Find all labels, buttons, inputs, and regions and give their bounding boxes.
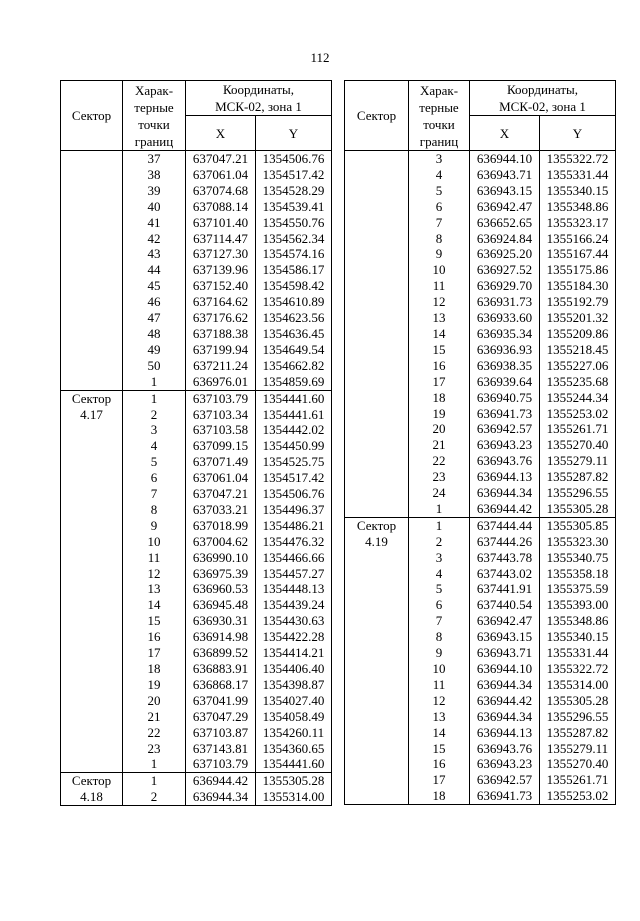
page-number: 112: [310, 50, 330, 65]
point-cell: 7: [123, 486, 186, 502]
x-cell: 636944.34: [470, 677, 540, 693]
y-cell: 1354406.40: [256, 661, 332, 677]
table-row: [345, 517, 616, 533]
sector-cell: [345, 151, 409, 518]
y-cell: 1355296.55: [540, 485, 616, 501]
header-coordinates-line: Координаты,: [223, 82, 294, 97]
point-cell: 23: [409, 469, 470, 485]
point-cell: 4: [409, 566, 470, 582]
sector-label-line: Сектор: [356, 517, 397, 533]
header-points-line: границ: [134, 133, 174, 149]
x-cell: 636942.47: [470, 613, 540, 629]
y-cell: 1354525.75: [256, 454, 332, 470]
y-cell: 1355340.15: [540, 183, 616, 199]
x-cell: 637188.38: [186, 326, 256, 342]
y-cell: 1355287.82: [540, 725, 616, 741]
sector-label-line: 4.19: [365, 533, 388, 549]
point-cell: 3: [123, 422, 186, 438]
y-cell: 1354649.54: [256, 342, 332, 358]
y-cell: 1355322.72: [540, 661, 616, 677]
x-cell: 637143.81: [186, 741, 256, 757]
y-cell: 1355227.06: [540, 358, 616, 374]
x-cell: 637047.21: [186, 486, 256, 502]
point-cell: 45: [123, 278, 186, 294]
x-cell: 636933.60: [470, 310, 540, 326]
y-cell: 1354027.40: [256, 693, 332, 709]
point-cell: 18: [123, 661, 186, 677]
point-cell: 48: [123, 326, 186, 342]
point-cell: 20: [123, 693, 186, 709]
x-cell: 636943.71: [470, 645, 540, 661]
point-cell: 23: [123, 741, 186, 757]
x-cell: 636944.13: [470, 469, 540, 485]
point-cell: 49: [123, 342, 186, 358]
y-cell: 1355348.86: [540, 199, 616, 215]
x-cell: 637099.15: [186, 438, 256, 454]
x-cell: 636914.98: [186, 629, 256, 645]
y-cell: 1355331.44: [540, 645, 616, 661]
y-cell: 1354441.60: [256, 756, 332, 772]
y-cell: 1354539.41: [256, 199, 332, 215]
x-cell: 636976.01: [186, 374, 256, 390]
point-cell: 14: [409, 326, 470, 342]
y-cell: 1354476.32: [256, 534, 332, 550]
table-body: [345, 151, 616, 805]
y-cell: 1354517.42: [256, 470, 332, 486]
point-cell: 24: [409, 485, 470, 501]
sector-label-line: Сектор: [71, 773, 112, 789]
point-cell: 19: [123, 677, 186, 693]
header-coordinates-line: МСК-02, зона 1: [215, 99, 302, 114]
sector-cell: [61, 151, 123, 391]
point-cell: 12: [123, 566, 186, 582]
point-cell: 1: [123, 756, 186, 772]
y-cell: 1354486.21: [256, 518, 332, 534]
point-cell: 11: [409, 677, 470, 693]
point-cell: 21: [409, 437, 470, 453]
x-cell: 637164.62: [186, 294, 256, 310]
point-cell: 5: [123, 454, 186, 470]
x-cell: 636942.57: [470, 421, 540, 437]
point-cell: 44: [123, 262, 186, 278]
x-cell: 637139.96: [186, 262, 256, 278]
x-cell: 636936.93: [470, 342, 540, 358]
y-cell: 1354598.42: [256, 278, 332, 294]
point-cell: 17: [409, 374, 470, 390]
table-row: [61, 151, 332, 167]
y-cell: 1354506.76: [256, 151, 332, 167]
table-body: [61, 151, 332, 806]
y-cell: 1355305.28: [540, 501, 616, 517]
x-cell: 636924.84: [470, 231, 540, 247]
point-cell: 1: [123, 390, 186, 406]
x-cell: 637018.99: [186, 518, 256, 534]
header-sector: Сектор: [345, 81, 409, 151]
x-cell: 636899.52: [186, 645, 256, 661]
x-cell: 636990.10: [186, 550, 256, 566]
x-cell: 637103.79: [186, 756, 256, 772]
point-cell: 42: [123, 231, 186, 247]
x-cell: 637114.47: [186, 231, 256, 247]
header-sector: Сектор: [61, 81, 123, 151]
header-y: Y: [256, 116, 332, 151]
y-cell: 1355323.30: [540, 534, 616, 550]
y-cell: 1355244.34: [540, 390, 616, 406]
x-cell: 636931.73: [470, 294, 540, 310]
point-cell: 9: [409, 645, 470, 661]
y-cell: 1354662.82: [256, 358, 332, 374]
sector-cell: [345, 517, 409, 804]
point-cell: 8: [409, 231, 470, 247]
y-cell: 1354058.49: [256, 709, 332, 725]
x-cell: 637041.99: [186, 693, 256, 709]
x-cell: 636943.76: [470, 453, 540, 469]
point-cell: 1: [123, 773, 186, 790]
x-cell: 637199.94: [186, 342, 256, 358]
x-cell: 636942.47: [470, 199, 540, 215]
sector-label-line: 4.18: [80, 789, 103, 805]
y-cell: 1354466.66: [256, 550, 332, 566]
point-cell: 8: [123, 502, 186, 518]
y-cell: 1355218.45: [540, 342, 616, 358]
y-cell: 1354859.69: [256, 374, 332, 390]
x-cell: 636943.15: [470, 183, 540, 199]
point-cell: 19: [409, 406, 470, 422]
point-cell: 20: [409, 421, 470, 437]
x-cell: 637443.78: [470, 550, 540, 566]
point-cell: 15: [409, 342, 470, 358]
coordinates-table-right: [344, 80, 616, 805]
x-cell: 636927.52: [470, 262, 540, 278]
point-cell: 22: [409, 453, 470, 469]
point-cell: 21: [123, 709, 186, 725]
point-cell: 2: [123, 407, 186, 423]
point-cell: 6: [409, 597, 470, 613]
header-points-line: Харак-: [134, 82, 174, 98]
header-coordinates: [470, 81, 616, 116]
point-cell: 22: [123, 725, 186, 741]
x-cell: 636943.23: [470, 437, 540, 453]
x-cell: 636944.34: [186, 789, 256, 806]
x-cell: 636944.34: [470, 485, 540, 501]
y-cell: 1354636.45: [256, 326, 332, 342]
point-cell: 16: [123, 629, 186, 645]
point-cell: 39: [123, 183, 186, 199]
y-cell: 1355209.86: [540, 326, 616, 342]
x-cell: 636943.23: [470, 756, 540, 772]
y-cell: 1354439.24: [256, 597, 332, 613]
point-cell: 37: [123, 151, 186, 167]
point-cell: 10: [123, 534, 186, 550]
point-cell: 16: [409, 756, 470, 772]
header-points: [123, 81, 186, 151]
point-cell: 14: [409, 725, 470, 741]
point-cell: 18: [409, 788, 470, 804]
y-cell: 1355322.72: [540, 151, 616, 167]
x-cell: 636945.48: [186, 597, 256, 613]
y-cell: 1354528.29: [256, 183, 332, 199]
y-cell: 1354450.99: [256, 438, 332, 454]
x-cell: 636941.73: [470, 406, 540, 422]
point-cell: 3: [409, 151, 470, 167]
x-cell: 637074.68: [186, 183, 256, 199]
header-x: X: [186, 116, 256, 151]
point-cell: 47: [123, 310, 186, 326]
point-cell: 2: [409, 534, 470, 550]
x-cell: 636944.42: [470, 693, 540, 709]
y-cell: 1355261.71: [540, 772, 616, 788]
header-points-line: точки: [138, 116, 170, 132]
x-cell: 637103.79: [186, 390, 256, 406]
y-cell: 1355253.02: [540, 406, 616, 422]
point-cell: 46: [123, 294, 186, 310]
sector-label-line: 4.17: [80, 406, 103, 422]
x-cell: 636925.20: [470, 246, 540, 262]
y-cell: 1354430.63: [256, 613, 332, 629]
x-cell: 637444.44: [470, 517, 540, 533]
x-cell: 636975.39: [186, 566, 256, 582]
point-cell: 6: [409, 199, 470, 215]
y-cell: 1355393.00: [540, 597, 616, 613]
point-cell: 1: [409, 501, 470, 517]
y-cell: 1355331.44: [540, 167, 616, 183]
y-cell: 1355296.55: [540, 709, 616, 725]
x-cell: 636935.34: [470, 326, 540, 342]
x-cell: 636930.31: [186, 613, 256, 629]
y-cell: 1354623.56: [256, 310, 332, 326]
y-cell: 1355287.82: [540, 469, 616, 485]
point-cell: 7: [409, 215, 470, 231]
y-cell: 1354398.87: [256, 677, 332, 693]
y-cell: 1355261.71: [540, 421, 616, 437]
x-cell: 636868.17: [186, 677, 256, 693]
x-cell: 637004.62: [186, 534, 256, 550]
y-cell: 1355279.11: [540, 453, 616, 469]
x-cell: 637033.21: [186, 502, 256, 518]
x-cell: 636944.13: [470, 725, 540, 741]
point-cell: 10: [409, 661, 470, 677]
x-cell: 637211.24: [186, 358, 256, 374]
y-cell: 1355270.40: [540, 437, 616, 453]
point-cell: 17: [409, 772, 470, 788]
y-cell: 1354496.37: [256, 502, 332, 518]
point-cell: 2: [123, 789, 186, 806]
x-cell: 636944.10: [470, 151, 540, 167]
point-cell: 12: [409, 294, 470, 310]
x-cell: 636939.64: [470, 374, 540, 390]
y-cell: 1355175.86: [540, 262, 616, 278]
header-points: [409, 81, 470, 151]
x-cell: 636652.65: [470, 215, 540, 231]
point-cell: 16: [409, 358, 470, 374]
x-cell: 636944.42: [470, 501, 540, 517]
point-cell: 5: [409, 581, 470, 597]
point-cell: 8: [409, 629, 470, 645]
y-cell: 1355270.40: [540, 756, 616, 772]
header-points-line: границ: [419, 133, 459, 149]
coordinates-table-left: [60, 80, 332, 806]
point-cell: 11: [123, 550, 186, 566]
point-cell: 50: [123, 358, 186, 374]
y-cell: 1355305.28: [256, 773, 332, 790]
y-cell: 1355340.75: [540, 550, 616, 566]
y-cell: 1354517.42: [256, 167, 332, 183]
y-cell: 1354422.28: [256, 629, 332, 645]
point-cell: 43: [123, 246, 186, 262]
sector-cell: [61, 390, 123, 773]
x-cell: 636944.10: [470, 661, 540, 677]
y-cell: 1354360.65: [256, 741, 332, 757]
y-cell: 1355166.24: [540, 231, 616, 247]
point-cell: 4: [123, 438, 186, 454]
x-cell: 636944.34: [470, 709, 540, 725]
x-cell: 637443.02: [470, 566, 540, 582]
point-cell: 18: [409, 390, 470, 406]
y-cell: 1354550.76: [256, 215, 332, 231]
point-cell: 17: [123, 645, 186, 661]
point-cell: 38: [123, 167, 186, 183]
header-coordinates: [186, 81, 332, 116]
table-row: [61, 773, 332, 790]
header-y: Y: [540, 116, 616, 151]
point-cell: 1: [123, 374, 186, 390]
x-cell: 636929.70: [470, 278, 540, 294]
x-cell: 637088.14: [186, 199, 256, 215]
y-cell: 1354414.21: [256, 645, 332, 661]
x-cell: 636941.73: [470, 788, 540, 804]
header-points-line: терные: [134, 99, 174, 115]
point-cell: 3: [409, 550, 470, 566]
header-coordinates-line: Координаты,: [507, 82, 578, 97]
x-cell: 636943.71: [470, 167, 540, 183]
table-row: [345, 151, 616, 167]
point-cell: 14: [123, 597, 186, 613]
point-cell: 7: [409, 613, 470, 629]
point-cell: 13: [409, 709, 470, 725]
point-cell: 12: [409, 693, 470, 709]
x-cell: 636883.91: [186, 661, 256, 677]
y-cell: 1355253.02: [540, 788, 616, 804]
x-cell: 636960.53: [186, 581, 256, 597]
x-cell: 637103.34: [186, 407, 256, 423]
y-cell: 1355358.18: [540, 566, 616, 582]
x-cell: 637127.30: [186, 246, 256, 262]
y-cell: 1355323.17: [540, 215, 616, 231]
y-cell: 1354586.17: [256, 262, 332, 278]
y-cell: 1355167.44: [540, 246, 616, 262]
y-cell: 1354441.61: [256, 407, 332, 423]
header-points-line: точки: [423, 116, 455, 132]
point-cell: 10: [409, 262, 470, 278]
x-cell: 636943.15: [470, 629, 540, 645]
x-cell: 637176.62: [186, 310, 256, 326]
x-cell: 636943.76: [470, 741, 540, 757]
y-cell: 1354260.11: [256, 725, 332, 741]
x-cell: 637103.87: [186, 725, 256, 741]
y-cell: 1354448.13: [256, 581, 332, 597]
header-points-line: Харак-: [419, 82, 459, 98]
header-coordinates-line: МСК-02, зона 1: [499, 99, 586, 114]
y-cell: 1354441.60: [256, 390, 332, 406]
x-cell: 637440.54: [470, 597, 540, 613]
x-cell: 636940.75: [470, 390, 540, 406]
x-cell: 637444.26: [470, 534, 540, 550]
y-cell: 1355314.00: [256, 789, 332, 806]
point-cell: 40: [123, 199, 186, 215]
x-cell: 637152.40: [186, 278, 256, 294]
y-cell: 1355314.00: [540, 677, 616, 693]
sector-label-line: Сектор: [71, 390, 112, 406]
y-cell: 1355201.32: [540, 310, 616, 326]
y-cell: 1355340.15: [540, 629, 616, 645]
x-cell: 636944.42: [186, 773, 256, 790]
y-cell: 1355192.79: [540, 294, 616, 310]
point-cell: 5: [409, 183, 470, 199]
x-cell: 637103.58: [186, 422, 256, 438]
point-cell: 9: [409, 246, 470, 262]
x-cell: 637441.91: [470, 581, 540, 597]
point-cell: 9: [123, 518, 186, 534]
x-cell: 637047.21: [186, 151, 256, 167]
y-cell: 1354610.89: [256, 294, 332, 310]
point-cell: 15: [123, 613, 186, 629]
point-cell: 6: [123, 470, 186, 486]
y-cell: 1354442.02: [256, 422, 332, 438]
point-cell: 11: [409, 278, 470, 294]
sector-cell: [61, 773, 123, 806]
point-cell: 1: [409, 517, 470, 533]
y-cell: 1354562.34: [256, 231, 332, 247]
y-cell: 1354457.27: [256, 566, 332, 582]
point-cell: 41: [123, 215, 186, 231]
point-cell: 4: [409, 167, 470, 183]
y-cell: 1354574.16: [256, 246, 332, 262]
header-x: X: [470, 116, 540, 151]
point-cell: 15: [409, 741, 470, 757]
y-cell: 1355235.68: [540, 374, 616, 390]
table-row: [61, 390, 332, 406]
point-cell: 13: [123, 581, 186, 597]
y-cell: 1355375.59: [540, 581, 616, 597]
y-cell: 1355348.86: [540, 613, 616, 629]
x-cell: 637047.29: [186, 709, 256, 725]
y-cell: 1354506.76: [256, 486, 332, 502]
y-cell: 1355279.11: [540, 741, 616, 757]
x-cell: 636942.57: [470, 772, 540, 788]
x-cell: 636938.35: [470, 358, 540, 374]
y-cell: 1355305.85: [540, 517, 616, 533]
point-cell: 13: [409, 310, 470, 326]
x-cell: 637071.49: [186, 454, 256, 470]
x-cell: 637101.40: [186, 215, 256, 231]
x-cell: 637061.04: [186, 167, 256, 183]
x-cell: 637061.04: [186, 470, 256, 486]
y-cell: 1355305.28: [540, 693, 616, 709]
y-cell: 1355184.30: [540, 278, 616, 294]
header-points-line: терные: [419, 99, 459, 115]
